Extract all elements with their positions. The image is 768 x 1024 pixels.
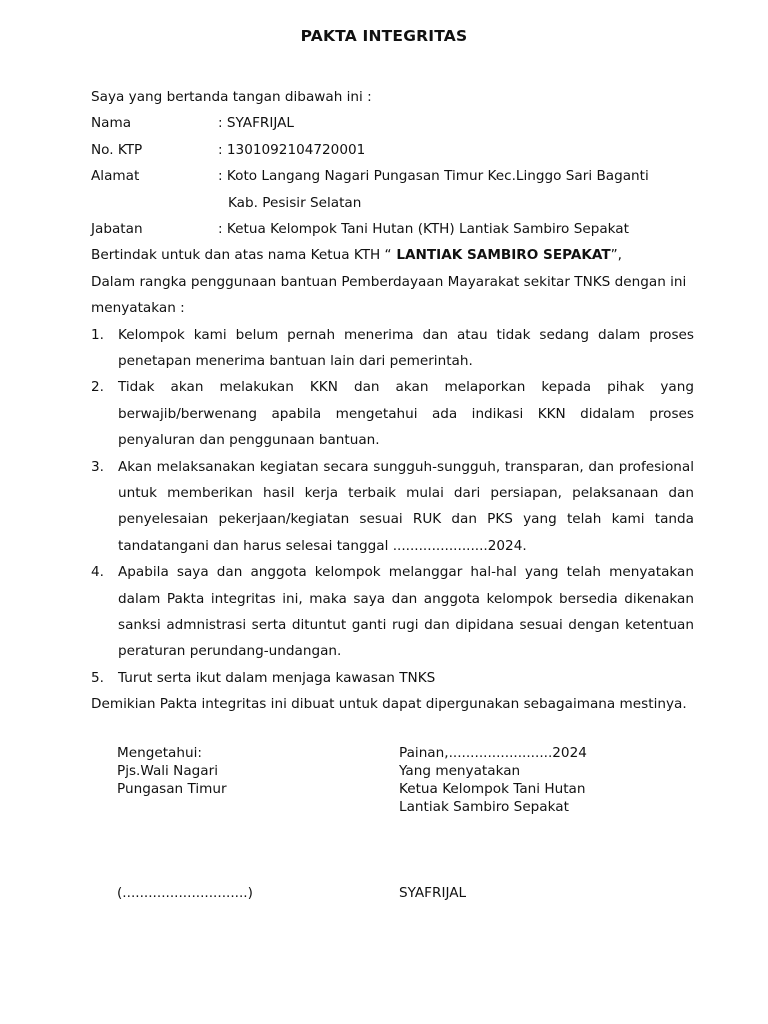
context-line-2: menyatakan : (91, 300, 185, 317)
signature-left-line1: Mengetahui: (117, 745, 202, 761)
signature-right-line2: Yang menyatakan (399, 763, 521, 779)
signature-left-line3: Pungasan Timur (117, 781, 227, 797)
field-jabatan-label: Jabatan (91, 220, 143, 237)
acting-suffix: ”, (610, 247, 622, 264)
list-item-text: Turut serta ikut dalam menjaga kawasan TNKS (118, 669, 436, 686)
field-nama-value: : SYAFRIJAL (218, 115, 294, 132)
list-item-number: 5. (91, 669, 104, 686)
list-item-text: Apabila saya dan anggota kelompok melanggar hal-hal yang telah menyatakan dalam Pakta integritas ini, maka saya dan anggota kelompok bersedia dikenakan sanksi admnistrasi serta dituntut ganti rugi dan dipidana sesuai dengan ketentuan peraturan perundang-undangan. (118, 564, 694, 660)
field-ktp-value: : 1301092104720001 (218, 141, 366, 158)
acting-prefix: Bertindak untuk dan atas nama Ketua KTH “ (91, 247, 392, 264)
closing-text: Demikian Pakta integritas ini dibuat untuk dapat dipergunakan sebagaimana mestinya. (91, 696, 687, 713)
signature-right-name: SYAFRIJAL (399, 885, 467, 901)
list-item-text: Akan melaksanakan kegiatan secara sungguh-sungguh, transparan, dan profesional untuk memberikan hasil kerja terbaik mulai dari persiapan, pelaksanaan dan penyelesaian pekerjaan/kegiatan sesuai RUK dan PKS yang telah kami tanda tandatangani dan harus selesai tanggal ......................2024. (118, 458, 694, 554)
field-alamat-value-line2: Kab. Pesisir Selatan (228, 194, 362, 211)
signature-block-right (399, 744, 587, 816)
signature-block-left (117, 744, 227, 798)
acting-group-name: LANTIAK SAMBIRO SEPAKAT (391, 247, 611, 264)
context-line-1: Dalam rangka penggunaan bantuan Pemberdayaan Mayarakat sekitar TNKS dengan ini (91, 273, 687, 290)
field-jabatan-value: : Ketua Kelompok Tani Hutan (KTH) Lantiak Sambiro Sepakat (218, 220, 629, 237)
list-item-text: Tidak akan melakukan KKN dan akan melaporkan kepada pihak yang berwajib/berwenang apabila mengetahui ada indikasi KKN didalam proses penyaluran dan penggunaan bantuan. (118, 379, 694, 449)
document-title: PAKTA INTEGRITAS (300, 27, 468, 45)
list-item (91, 322, 694, 375)
signature-right-line3: Ketua Kelompok Tani Hutan (399, 781, 586, 797)
field-jabatan (91, 216, 694, 242)
intro-text: Saya yang bertanda tangan dibawah ini : (91, 89, 372, 105)
signature-right-line1: Painan,........................2024 (399, 745, 587, 761)
field-ktp (91, 137, 694, 163)
document-body (91, 84, 694, 718)
list-item-number: 4. (91, 564, 104, 581)
list-item (91, 454, 694, 560)
field-nama (91, 110, 694, 136)
list-item (91, 665, 694, 691)
signature-left-name: (.............................) (117, 885, 253, 901)
field-nama-label: Nama (91, 115, 132, 132)
signature-left-line2: Pjs.Wali Nagari (117, 763, 218, 779)
acting-statement (91, 242, 694, 268)
field-alamat-label: Alamat (91, 168, 140, 185)
list-item (91, 374, 694, 453)
signature-right-line4: Lantiak Sambiro Sepakat (399, 799, 569, 815)
field-alamat-value-line1: : Koto Langang Nagari Pungasan Timur Kec.Linggo Sari Baganti (218, 168, 649, 185)
statement-list (91, 322, 694, 692)
list-item-number: 1. (91, 326, 104, 343)
list-item-number: 3. (91, 458, 104, 475)
field-ktp-label: No. KTP (91, 141, 143, 158)
list-item-text: Kelompok kami belum pernah menerima dan atau tidak sedang dalam proses penetapan menerima bantuan lain dari pemerintah. (118, 326, 694, 369)
field-alamat (91, 163, 694, 189)
list-item-number: 2. (91, 379, 104, 396)
list-item (91, 559, 694, 665)
